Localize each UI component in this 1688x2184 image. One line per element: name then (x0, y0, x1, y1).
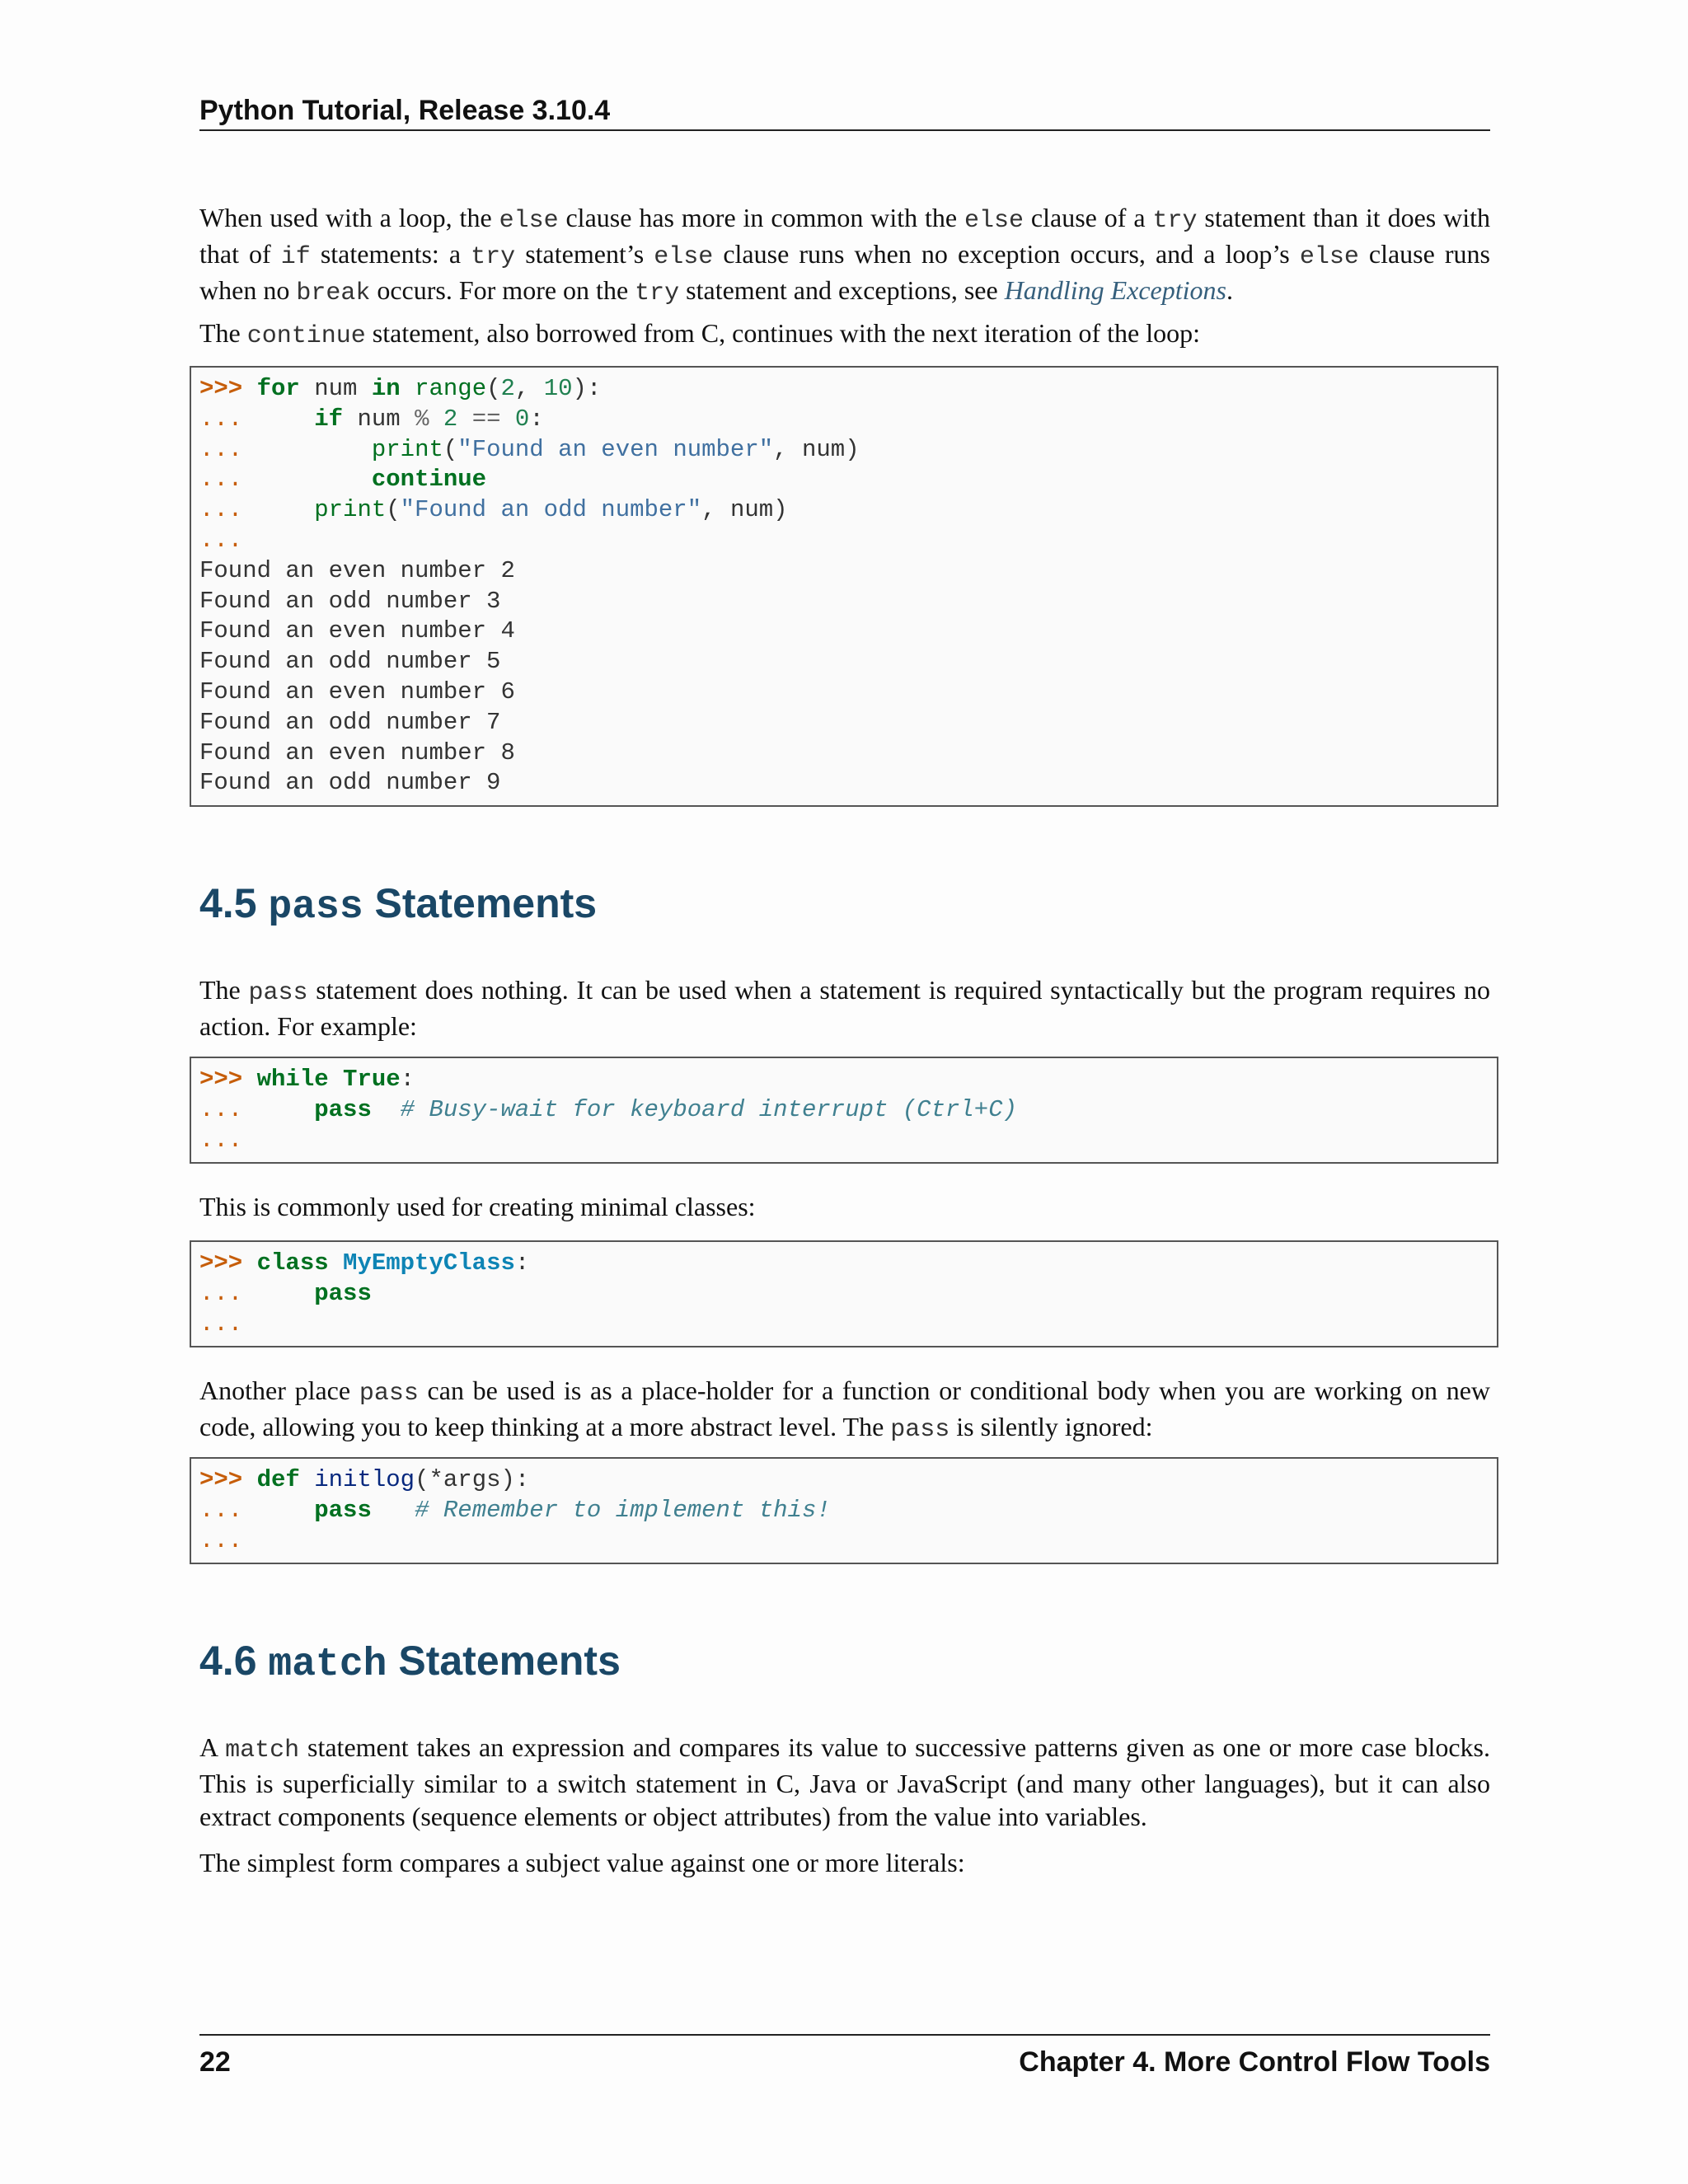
page-number: 22 (199, 2046, 231, 2078)
paragraph-else-clause: When used with a loop, the else clause has more in common with the else clause of a try statement than it does with that of if statements: a try statement’s else clause runs when no exception occurs, and a loop’s else clause runs when no break occurs. For more on the try statement and exceptions, see Handling Exceptions. (199, 203, 1491, 307)
paragraph-placeholder: Another place pass can be used is as a place-holder for a function or conditional body when you are working on new code, allowing you to keep thinking at a more abstract level. The pass is silently ignored: (199, 1376, 1491, 1444)
code-block-initlog[interactable]: >>> def initlog(*args): ... pass # Remember to implement this! ... (190, 1457, 1498, 1564)
handling-exceptions-link[interactable]: Handling Exceptions (1004, 275, 1226, 305)
running-header: Python Tutorial, Release 3.10.4 (199, 95, 611, 126)
code-block-while-pass[interactable]: >>> while True: ... pass # Busy-wait for keyboard interrupt (Ctrl+C) ... (190, 1057, 1498, 1164)
paragraph-match-intro: A match statement takes an expression and compares its value to successive patterns given as one or more case blocks. This is superficially similar to a switch statement in C, Java or JavaScript (and many other languages), but it can also extract components (sequence elements or object attributes) from the value into variables. (199, 1732, 1491, 1831)
inline-code: pass (248, 979, 308, 1007)
inline-code: if (280, 243, 311, 271)
paragraph-simplest-form: The simplest form compares a subject value against one or more literals: (199, 1848, 965, 1877)
inline-code: else (964, 207, 1025, 235)
inline-code: pass (890, 1416, 950, 1444)
inline-code: pass (359, 1380, 419, 1408)
section-heading-match: 4.6 match Statements (199, 1638, 621, 1687)
paragraph-continue: The continue statement, also borrowed from C, continues with the next iteration of the loop: (199, 318, 1200, 350)
paragraph-minimal-classes: This is commonly used for creating minimal classes: (199, 1192, 756, 1221)
inline-code: break (296, 279, 371, 307)
chapter-title: Chapter 4. More Control Flow Tools (1019, 2046, 1490, 2078)
inline-code: else (1299, 243, 1359, 271)
inline-code: try (635, 279, 680, 307)
paragraph-pass-intro: The pass statement does nothing. It can be used when a statement is required syntactically but the program requires no action. For example: (199, 975, 1491, 1041)
header-rule (199, 129, 1490, 131)
inline-code: try (1152, 207, 1198, 235)
page-footer (199, 2044, 1490, 2080)
code-block-continue-example[interactable]: >>> for num in range(2, 10): ... if num % 2 == 0: ... print("Found an even number", num) ... continue ... print("Found an odd number", num) ... Found an even number 2 Found an odd number 3 Found an even number 4 Found an odd number 5 Found an even number 6 Found an odd number 7 Found an even number 8 Found an odd number 9 (190, 366, 1498, 807)
footer-rule (199, 2034, 1490, 2036)
inline-code: try (471, 243, 516, 271)
inline-code: continue (246, 322, 366, 350)
inline-code: else (654, 243, 714, 271)
inline-code: else (499, 207, 559, 235)
section-heading-pass: 4.5 pass Statements (199, 880, 598, 930)
code-block-empty-class[interactable]: >>> class MyEmptyClass: ... pass ... (190, 1240, 1498, 1347)
inline-code: match (225, 1736, 300, 1765)
